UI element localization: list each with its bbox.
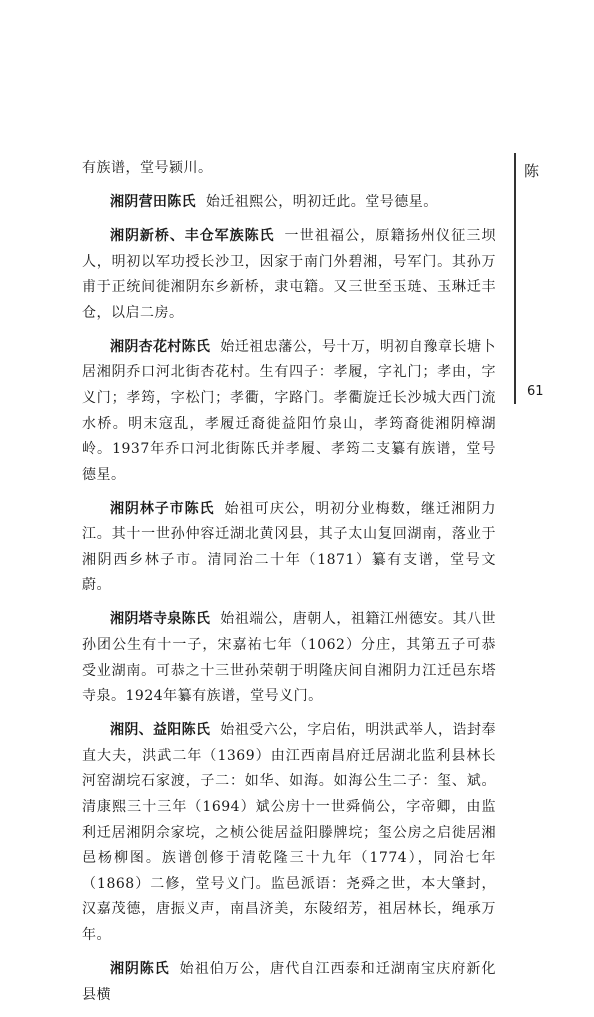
paragraph <box>82 335 496 489</box>
clan-heading: 湘阴林子市陈氏 <box>110 500 215 517</box>
paragraph-text: 始祖端公，唐朝人，祖籍江州德安。其八世孙团公生有十一子，宋嘉祐七年（1062）分庄，其第五子可恭受业湖南。可恭之十三世孙荣朝于明隆庆间自湘阴力江迁邑东塔寺泉。1924年纂有族谱，堂号义门。 <box>82 611 496 705</box>
page-body <box>82 156 496 1017</box>
paragraph-text: 始祖可庆公，明初分业梅数，继迁湘阴力江。其十一世孙仲容迁湖北黄冈县，其子太山复回湖南，落业于湘阴西乡林子市。清同治二十年（1871）纂有支谱，堂号文蔚。 <box>82 500 496 594</box>
clan-heading: 湘阴塔寺泉陈氏 <box>110 611 211 628</box>
paragraph-text: 一世祖福公，原籍扬州仪征三坝人，明初以军功授长沙卫，因家于南门外碧湘，号军门。其孙万甫于正统间徙湘阴东乡新桥，隶屯籍。又三世至玉琏、玉琳迁丰仓，以启二房。 <box>82 227 496 321</box>
clan-heading: 湘阴杏花村陈氏 <box>110 338 211 355</box>
paragraph <box>82 957 496 1008</box>
paragraph <box>82 190 496 216</box>
paragraph <box>82 224 496 326</box>
paragraph <box>82 718 496 948</box>
paragraph-text: 始迁祖忠藩公，号十万，明初自豫章长塘卜居湘阴乔口河北街杏花村。生有四子：孝履，字礼门；孝由，字义门；孝筠，字松门；孝衢，字路门。孝衢旋迁长沙城大西门流水桥。明末寇乱，孝履迁裔徙益阳竹泉山，孝筠裔徙湘阴樟湖岭。1937年乔口河北街陈氏并孝履、孝筠二支纂有族谱，堂号德星。 <box>82 338 496 483</box>
margin-rule <box>514 153 516 404</box>
clan-heading: 湘阴陈氏 <box>110 960 170 977</box>
clan-heading: 湘阴、益阳陈氏 <box>110 722 211 739</box>
paragraph <box>82 497 496 599</box>
clan-heading: 湘阴新桥、丰仓军族陈氏 <box>110 227 275 244</box>
paragraph-text: 始迁祖熙公，明初迁此。堂号德星。 <box>205 193 438 210</box>
paragraph-text: 始祖受六公，字启佑，明洪武举人，诰封奉直大夫，洪武二年（1369）由江西南昌府迁居湖北监利县林长河窑湖垸石家渡，子二：如华、如海。如海公生二子：玺、斌。清康熙三十三年（1694）斌公房十一世舜倘公，字帝卿，由监利迁居湘阴佘家垸，之桢公徙居益阳滕牌垸；玺公房之启徙居湘邑杨柳图。族谱创修于清乾隆三十九年（1774），同治七年（1868）二修，堂号义门。监邑派语：尧舜之世，本大肇封，汉嘉茂德，唐振义声，南昌济美，东陵绍芳，祖居林长，绳承万年。 <box>82 722 496 943</box>
paragraph-text: 始祖伯万公，唐代自江西泰和迁湖南宝庆府新化县横 <box>82 960 497 1003</box>
page-number: 61 <box>527 384 544 399</box>
paragraph-text: 有族谱，堂号颍川。 <box>82 160 213 176</box>
section-tab: 陈 <box>524 162 540 180</box>
paragraph <box>82 156 496 182</box>
paragraph <box>82 607 496 709</box>
clan-heading: 湘阴营田陈氏 <box>110 193 196 210</box>
